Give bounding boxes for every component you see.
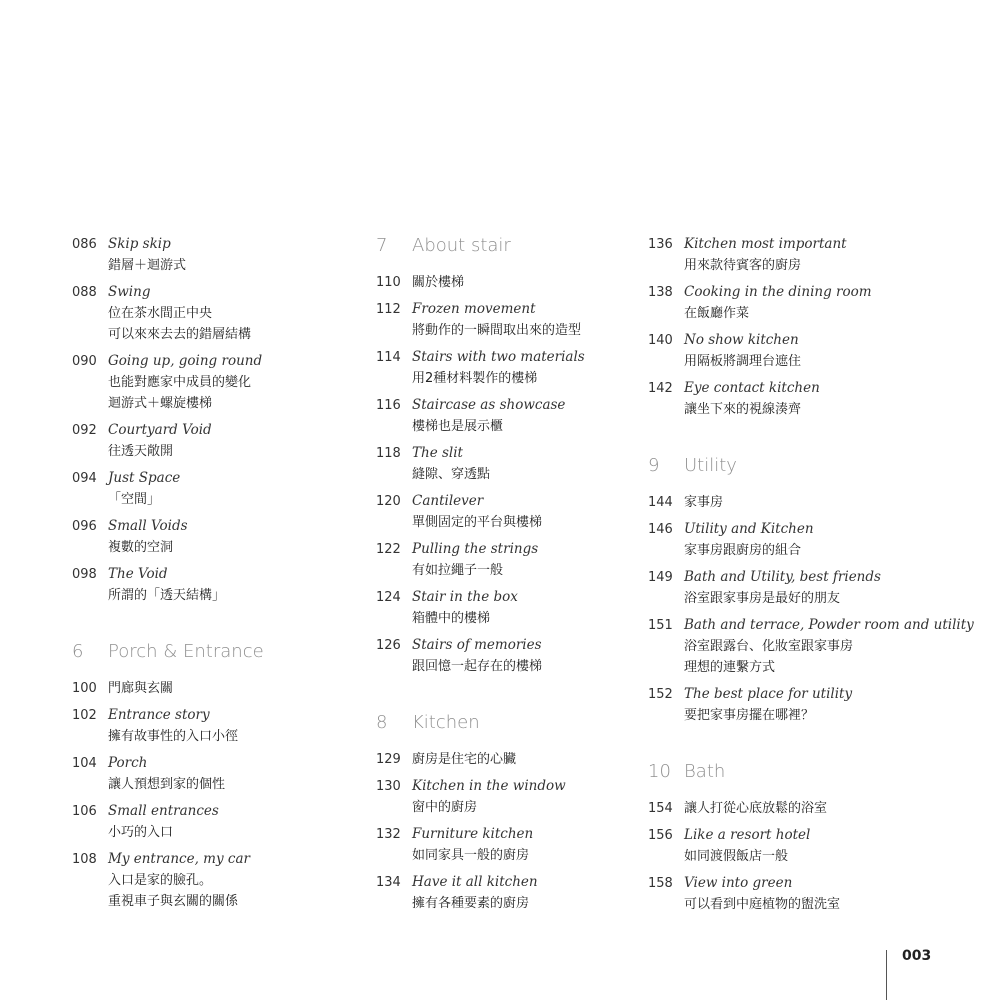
entry-title-chinese: 將動作的一瞬間取出來的造型 [412,323,582,338]
entry-title-english: Porch [108,755,148,771]
entry-page-number: 129 [376,752,401,767]
entry-page-number: 112 [376,302,401,317]
toc-entry[interactable] [376,539,638,581]
entry-title-chinese: 讓人打從心底放鬆的浴室 [684,801,828,816]
entry-page-number: 106 [72,804,97,819]
entry-title-chinese: 有如拉繩子一般 [412,563,504,578]
toc-entry[interactable] [376,824,638,866]
entry-page-number: 098 [72,567,97,582]
toc-entry[interactable] [648,234,948,276]
entry-title-chinese: 擁有故事性的入口小徑 [108,729,239,744]
entry-page-number: 090 [72,354,97,369]
entry-page-number: 114 [376,350,401,365]
entry-title-english: Eye contact kitchen [684,380,820,396]
entry-page-number: 124 [376,590,401,605]
entry-title-english: Small entrances [108,803,219,819]
entry-title-english: Stair in the box [412,589,518,605]
toc-entry[interactable] [72,351,342,414]
entry-title-english: Courtyard Void [108,422,212,438]
toc-entry[interactable] [72,282,342,345]
toc-column-1 [72,234,342,918]
entry-page-number: 094 [72,471,97,486]
entry-title-english: Cooking in the dining room [684,284,872,300]
entry-title-chinese: 迴游式＋螺旋樓梯 [108,396,213,411]
toc-entry[interactable] [376,776,638,818]
entry-page-number: 108 [72,852,97,867]
entry-page-number: 126 [376,638,401,653]
toc-entry[interactable] [72,753,342,795]
toc-entry[interactable] [72,849,342,912]
entry-page-number: 149 [648,570,673,585]
toc-entry[interactable] [72,468,342,510]
entry-title-english: Like a resort hotel [684,827,811,843]
toc-entry[interactable] [648,873,948,915]
entry-title-chinese: 入口是家的臉孔。 [108,873,213,888]
entry-page-number: 096 [72,519,97,534]
toc-entry[interactable] [648,282,948,324]
toc-entry[interactable] [72,564,342,606]
section-title: Bath [684,761,726,782]
entry-title-english: Just Space [108,470,181,486]
entry-title-chinese: 理想的連繫方式 [684,660,776,675]
entry-title-chinese: 單側固定的平台與樓梯 [412,515,543,530]
entry-title-english: Small Voids [108,518,188,534]
entry-page-number: 142 [648,381,673,396]
entry-title-english: Utility and Kitchen [684,521,814,537]
toc-entry[interactable] [72,516,342,558]
toc-section [648,454,974,726]
toc-entry[interactable] [376,587,638,629]
entry-title-chinese: 門廊與玄關 [108,681,174,696]
entry-page-number: 092 [72,423,97,438]
entry-title-chinese: 關於樓梯 [412,275,465,290]
toc-entry[interactable] [648,615,974,678]
entry-page-number: 156 [648,828,673,843]
section-number: 10 [648,761,671,782]
entry-title-chinese: 「空間」 [108,492,161,507]
entry-title-chinese: 讓人預想到家的個性 [108,777,226,792]
entry-page-number: 136 [648,237,673,252]
entry-page-number: 138 [648,285,673,300]
toc-entry[interactable] [376,749,638,770]
entry-title-english: Furniture kitchen [412,826,534,842]
entry-title-chinese: 跟回憶一起存在的樓梯 [412,659,543,674]
entry-title-chinese: 窗中的廚房 [412,800,478,815]
entry-title-english: Kitchen in the window [412,778,566,794]
entry-title-english: The slit [412,445,463,461]
entry-title-english: Stairs with two materials [412,349,585,365]
toc-entry[interactable] [376,443,638,485]
section-title: Utility [684,455,737,476]
entry-title-chinese: 在飯廳作菜 [684,306,750,321]
toc-entry[interactable] [376,347,638,389]
toc-entry[interactable] [72,678,342,699]
entry-title-english: Bath and terrace, Powder room and utility [684,617,974,633]
toc-entry[interactable] [376,299,638,341]
entry-title-chinese: 用2種材料製作的樓梯 [412,371,538,386]
toc-entry[interactable] [648,492,948,513]
entry-title-chinese: 廚房是住宅的心臟 [412,752,517,767]
section-heading [376,234,638,258]
toc-entry[interactable] [648,567,948,609]
toc-entry[interactable] [648,798,948,819]
toc-section [72,640,342,912]
entry-page-number: 100 [72,681,97,696]
toc-column-3 [648,234,974,921]
entry-page-number: 118 [376,446,401,461]
section-title: Porch & Entrance [108,641,264,662]
toc-entry[interactable] [648,519,948,561]
entry-page-number: 146 [648,522,673,537]
toc-entry[interactable] [72,234,342,276]
entry-title-english: Entrance story [108,707,210,723]
section-number: 9 [648,455,660,476]
footer-divider [886,950,887,1000]
entry-page-number: 110 [376,275,401,290]
entry-page-number: 130 [376,779,401,794]
entry-title-chinese: 浴室跟露台、化妝室跟家事房 [684,639,854,654]
entry-title-english: View into green [684,875,793,891]
entry-title-chinese: 也能對應家中成員的變化 [108,375,252,390]
entry-title-chinese: 所謂的「透天結構」 [108,588,226,603]
entry-title-english: Staircase as showcase [412,397,566,413]
entry-page-number: 122 [376,542,401,557]
entry-title-chinese: 用來款待賓客的廚房 [684,258,802,273]
entry-title-english: The best place for utility [684,686,853,702]
entry-title-chinese: 複數的空洞 [108,540,174,555]
toc-section [376,711,638,914]
entry-page-number: 134 [376,875,401,890]
toc-section [648,760,948,915]
entry-title-english: Bath and Utility, best friends [684,569,881,585]
entry-title-chinese: 重視車子與玄關的關係 [108,894,239,909]
entry-title-chinese: 如同家具一般的廚房 [412,848,530,863]
entry-title-english: Pulling the strings [412,541,539,557]
toc-section [376,234,638,677]
page-number: 003 [902,948,932,964]
toc-entry[interactable] [648,330,948,372]
toc-section [648,234,948,420]
entry-page-number: 086 [72,237,97,252]
entry-title-chinese: 浴室跟家事房是最好的朋友 [684,591,841,606]
toc-entry[interactable] [376,635,638,677]
entry-title-chinese: 箱體中的樓梯 [412,611,491,626]
toc-entry[interactable] [72,801,342,843]
entry-page-number: 154 [648,801,673,816]
toc-entry[interactable] [648,378,948,420]
section-number: 7 [376,235,388,256]
entry-page-number: 116 [376,398,401,413]
entry-title-english: The Void [108,566,168,582]
entry-title-english: Frozen movement [412,301,536,317]
toc-entry[interactable] [376,491,638,533]
entry-page-number: 140 [648,333,673,348]
entry-title-english: No show kitchen [684,332,799,348]
toc-entry[interactable] [648,825,948,867]
section-heading [648,760,948,784]
entry-title-english: Swing [108,284,151,300]
entry-title-english: Cantilever [412,493,484,509]
entry-title-chinese: 用隔板將調理台遮住 [684,354,802,369]
entry-title-chinese: 家事房 [684,495,724,510]
entry-page-number: 088 [72,285,97,300]
entry-title-english: Have it all kitchen [412,874,538,890]
entry-title-chinese: 縫隙、穿透點 [412,467,491,482]
entry-title-english: Skip skip [108,236,171,252]
entry-page-number: 132 [376,827,401,842]
entry-title-chinese: 讓坐下來的視線湊齊 [684,402,802,417]
entry-page-number: 120 [376,494,401,509]
section-heading [648,454,948,478]
section-heading [376,711,638,735]
entry-page-number: 158 [648,876,673,891]
toc-entry[interactable] [72,705,342,747]
entry-page-number: 144 [648,495,673,510]
entry-title-chinese: 如同渡假飯店一般 [684,849,789,864]
entry-title-chinese: 位在茶水間正中央 [108,306,213,321]
entry-title-chinese: 往透天敞開 [108,444,174,459]
toc-entry[interactable] [376,395,638,437]
entry-title-chinese: 要把家事房擺在哪裡？ [684,708,815,723]
entry-title-english: Going up, going round [108,353,263,369]
toc-entry[interactable] [376,272,638,293]
section-heading [72,640,342,664]
entry-title-english: Stairs of memories [412,637,542,653]
toc-entry[interactable] [648,684,948,726]
section-number: 8 [376,712,388,733]
entry-title-chinese: 可以來來去去的錯層結構 [108,327,252,342]
section-title: About stair [412,235,511,256]
entry-title-chinese: 可以看到中庭植物的盥洗室 [684,897,841,912]
entry-page-number: 152 [648,687,673,702]
toc-entry[interactable] [376,872,638,914]
entry-title-chinese: 樓梯也是展示櫃 [412,419,504,434]
entry-title-chinese: 錯層＋迴游式 [108,258,187,273]
toc-column-2 [376,234,638,920]
entry-page-number: 102 [72,708,97,723]
section-number: 6 [72,641,84,662]
entry-page-number: 151 [648,618,673,633]
toc-section [72,234,342,606]
entry-page-number: 104 [72,756,97,771]
entry-title-chinese: 家事房跟廚房的組合 [684,543,802,558]
entry-title-english: Kitchen most important [684,236,847,252]
section-title: Kitchen [412,712,480,733]
entry-title-chinese: 擁有各種要素的廚房 [412,896,530,911]
entry-title-chinese: 小巧的入口 [108,825,174,840]
entry-title-english: My entrance, my car [108,851,250,867]
toc-entry[interactable] [72,420,342,462]
